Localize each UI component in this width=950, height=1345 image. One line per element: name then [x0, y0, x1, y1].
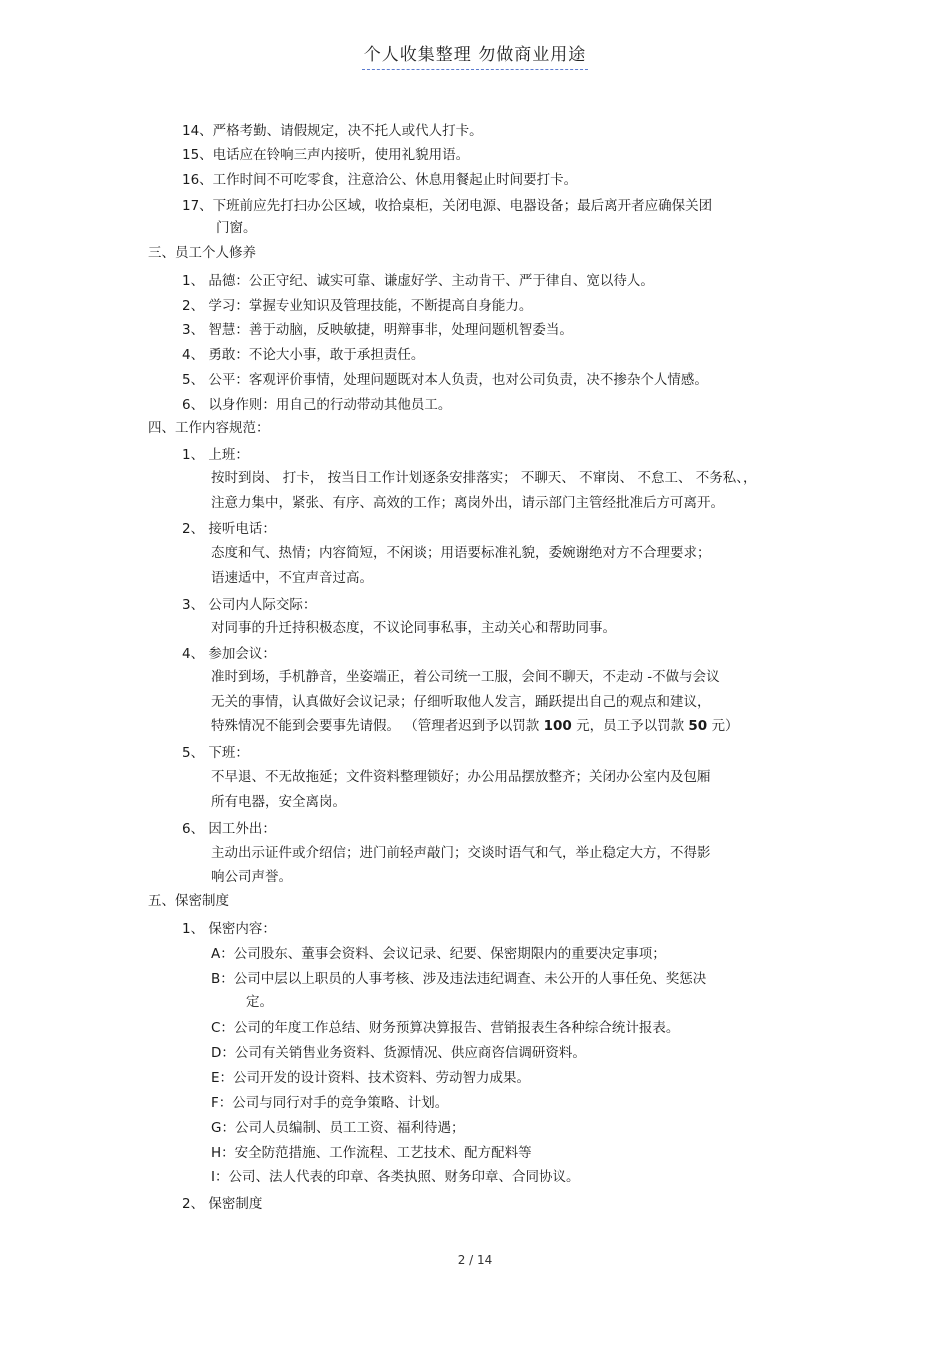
confidential-item-b-cont: 定。: [246, 994, 273, 1010]
paragraph-line: 态度和气、热情；内容简短，不闲谈；用语要标准礼貌，委婉谢绝对方不合理要求；: [211, 545, 711, 561]
paragraph-line: 主动出示证件或介绍信；进门前轻声敲门；交谈时语气和气，举止稳定大方，不得影: [211, 845, 711, 861]
confidential-item-f: F：公司与同行对手的竞争策略、计划。: [211, 1095, 449, 1111]
confidential-item-a: A：公司股东、董事会资料、会议记录、纪要、保密期限内的重要决定事项；: [211, 946, 666, 962]
list-item: 5、 公平：客观评价事情，处理问题既对本人负责，也对公司负责，决不掺杂个人情感。: [182, 372, 708, 388]
paragraph-line: 对同事的升迁持积极态度，不议论同事私事，主动关心和帮助同事。: [211, 620, 616, 636]
paragraph-line: 无关的事情，认真做好会议记录；仔细听取他人发言，踊跃提出自己的观点和建议，: [211, 694, 711, 710]
section-heading-3: 三、员工个人修养: [148, 245, 256, 261]
list-item: 4、 勇敢：不论大小事，敢于承担责任。: [182, 347, 425, 363]
subsection-heading: 6、 因工外出：: [182, 821, 276, 837]
rule-14: 14、严格考勤、请假规定，决不托人或代人打卡。: [182, 123, 483, 139]
header-title: 个人收集整理 勿做商业用途: [362, 45, 588, 70]
paragraph-line: 响公司声誉。: [211, 869, 292, 885]
subsection-heading: 4、 参加会议：: [182, 646, 276, 662]
confidential-item-c: C：公司的年度工作总结、财务预算决算报告、营销报表生各种综合统计报表。: [211, 1020, 680, 1036]
paragraph-line: 按时到岗、 打卡， 按当日工作计划逐条安排落实； 不聊天、 不窜岗、 不怠工、 不务私、，: [211, 470, 757, 486]
rule-15: 15、电话应在铃响三声内接听，使用礼貌用语。: [182, 147, 470, 163]
subsection-heading: 2、 保密制度: [182, 1196, 263, 1212]
subsection-heading: 5、 下班：: [182, 745, 249, 761]
paragraph-line: 所有电器，安全离岗。: [211, 794, 346, 810]
rule-17-cont: 门窗。: [216, 220, 257, 236]
fine-text-2: 元，员工予以罚款: [571, 718, 689, 734]
list-item: 2、 学习：掌握专业知识及管理技能，不断提高自身能力。: [182, 298, 533, 314]
subsection-heading: 1、 上班：: [182, 447, 249, 463]
fine-text-3: 元）: [707, 718, 739, 734]
confidential-item-i: I：公司、法人代表的印章、各类执照、财务印章、合同协议。: [211, 1169, 580, 1185]
fine-text-1: 特殊情况不能到会要事先请假。 （管理者迟到予以罚款: [211, 718, 544, 734]
list-item: 6、 以身作则：用自己的行动带动其他员工。: [182, 397, 452, 413]
subsection-heading: 3、 公司内人际交际：: [182, 597, 317, 613]
list-item: 1、 品德：公正守纪、诚实可靠、谦虚好学、主动肯干、严于律自、宽以待人。: [182, 273, 654, 289]
page-number: 2 / 14: [457, 1253, 493, 1267]
employee-fine-amount: 50: [688, 718, 708, 734]
section-heading-4: 四、工作内容规范：: [148, 420, 270, 436]
confidential-item-b: B：公司中层以上职员的人事考核、涉及违法违纪调查、未公开的人事任免、奖惩决: [211, 971, 707, 987]
list-item: 3、 智慧：善于动脑，反映敏捷，明辩事非，处理问题机智委当。: [182, 322, 573, 338]
paragraph-line: 注意力集中，紧张、有序、高效的工作；离岗外出，请示部门主管经批准后方可离开。: [211, 495, 724, 511]
subsection-heading: 2、 接听电话：: [182, 521, 276, 537]
rule-16: 16、工作时间不可吃零食，注意洽公、休息用餐起止时间要打卡。: [182, 172, 578, 188]
manager-fine-amount: 100: [543, 718, 572, 734]
confidential-item-h: H：安全防范措施、工作流程、工艺技术、配方配料等: [211, 1145, 532, 1161]
confidential-item-g: G：公司人员编制、员工工资、福利待遇；: [211, 1120, 465, 1136]
subsection-heading: 1、 保密内容：: [182, 921, 276, 937]
page-header: [0, 40, 950, 65]
paragraph-line: 不早退、不无故拖延；文件资料整理锁好；办公用品摆放整齐；关闭办公室内及包厢: [211, 769, 711, 785]
confidential-item-e: E：公司开发的设计资料、技术资料、劳动智力成果。: [211, 1070, 531, 1086]
paragraph-line: 准时到场，手机静音，坐姿端正，着公司统一工服，会间不聊天，不走动 -不做与会议: [211, 669, 720, 685]
paragraph-line: 语速适中，不宜声音过高。: [211, 570, 373, 586]
paragraph-line-fine: [211, 718, 738, 734]
section-heading-5: 五、保密制度: [148, 893, 229, 909]
rule-17: 17、下班前应先打扫办公区域，收拾桌柜，关闭电源、电器设备；最后离开者应确保关团: [182, 198, 713, 214]
confidential-item-d: D：公司有关销售业务资料、货源情况、供应商咨信调研资料。: [211, 1045, 586, 1061]
